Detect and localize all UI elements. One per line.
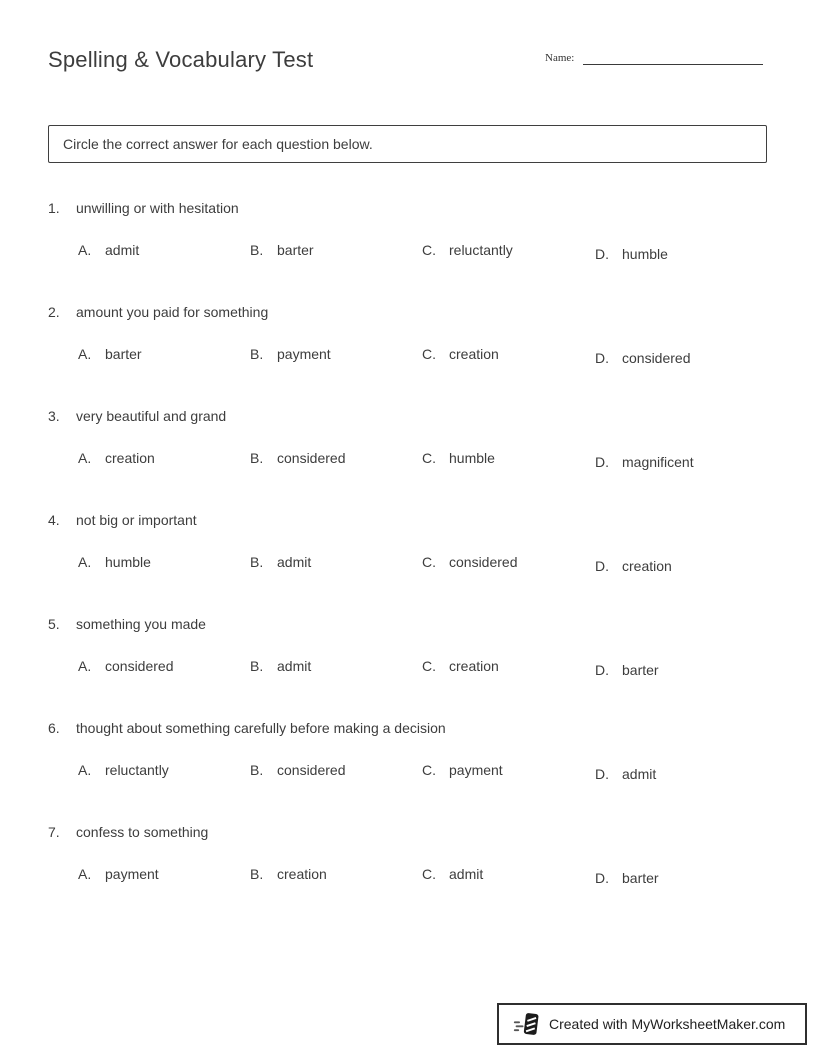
option-text: creation (105, 450, 155, 466)
option-text: creation (449, 346, 499, 362)
option-letter: D. (595, 454, 609, 470)
question-1 (48, 199, 778, 267)
option-text: payment (105, 866, 159, 882)
option-a (78, 345, 142, 363)
option-a (78, 761, 169, 779)
option-d (595, 349, 691, 367)
name-label: Name: (545, 52, 575, 64)
option-d (595, 869, 659, 887)
question-number: 6. (48, 720, 60, 736)
option-d (595, 453, 694, 471)
option-letter: A. (78, 866, 92, 882)
option-text: barter (622, 662, 659, 678)
question-7 (48, 823, 778, 891)
option-text: payment (277, 346, 331, 362)
option-letter: A. (78, 762, 92, 778)
option-letter: B. (250, 450, 264, 466)
option-c (422, 553, 518, 571)
option-letter: B. (250, 866, 264, 882)
option-text: admit (277, 658, 312, 674)
question-number: 2. (48, 304, 60, 320)
option-letter: A. (78, 450, 92, 466)
option-letter: D. (595, 766, 609, 782)
option-c (422, 241, 513, 259)
option-text: payment (449, 762, 503, 778)
option-text: reluctantly (105, 762, 169, 778)
page-title: Spelling & Vocabulary Test (48, 47, 314, 72)
option-c (422, 761, 503, 779)
question-number: 1. (48, 200, 60, 216)
option-text: considered (277, 450, 346, 466)
option-a (78, 553, 151, 571)
option-text: creation (622, 558, 672, 574)
question-number: 3. (48, 408, 60, 424)
option-letter: B. (250, 242, 264, 258)
option-letter: A. (78, 658, 92, 674)
option-text: barter (277, 242, 314, 258)
option-text: humble (105, 554, 151, 570)
option-c (422, 449, 495, 467)
question-prompt: amount you paid for something (76, 304, 269, 320)
option-text: humble (622, 246, 668, 262)
option-b (250, 345, 331, 363)
option-letter: D. (595, 350, 609, 366)
option-letter: C. (422, 554, 436, 570)
option-text: barter (622, 870, 659, 886)
option-letter: D. (595, 870, 609, 886)
option-letter: A. (78, 346, 92, 362)
question-prompt: something you made (76, 616, 206, 632)
flying-worksheet-icon (513, 1010, 541, 1038)
question-5 (48, 615, 778, 683)
option-letter: D. (595, 246, 609, 262)
question-number: 7. (48, 824, 60, 840)
option-text: admit (105, 242, 140, 258)
option-text: magnificent (622, 454, 694, 470)
question-4 (48, 511, 778, 579)
option-letter: A. (78, 554, 92, 570)
option-a (78, 449, 155, 467)
option-text: reluctantly (449, 242, 513, 258)
name-blank-line (583, 50, 763, 65)
option-text: considered (105, 658, 174, 674)
option-letter: C. (422, 658, 436, 674)
question-prompt: confess to something (76, 824, 209, 840)
option-c (422, 345, 499, 363)
instruction-box (48, 125, 767, 163)
option-text: admit (449, 866, 484, 882)
instruction-text: Circle the correct answer for each question below. (63, 136, 373, 152)
option-a (78, 865, 159, 883)
option-a (78, 657, 174, 675)
option-letter: C. (422, 762, 436, 778)
question-3 (48, 407, 778, 475)
option-d (595, 245, 668, 263)
option-text: creation (449, 658, 499, 674)
question-prompt: not big or important (76, 512, 197, 528)
option-b (250, 761, 346, 779)
option-b (250, 553, 311, 571)
option-text: admit (277, 554, 312, 570)
option-letter: B. (250, 762, 264, 778)
option-text: admit (622, 766, 657, 782)
option-b (250, 241, 314, 259)
question-6 (48, 719, 778, 787)
option-letter: C. (422, 866, 436, 882)
option-a (78, 241, 139, 259)
option-text: considered (277, 762, 346, 778)
question-prompt: thought about something carefully before making a decision (76, 720, 446, 736)
name-field (545, 50, 763, 65)
option-d (595, 765, 656, 783)
option-b (250, 865, 327, 883)
option-text: barter (105, 346, 142, 362)
option-letter: C. (422, 346, 436, 362)
footer-text: Created with MyWorksheetMaker.com (549, 1016, 786, 1032)
option-letter: A. (78, 242, 92, 258)
option-letter: B. (250, 658, 264, 674)
option-b (250, 449, 346, 467)
option-letter: B. (250, 346, 264, 362)
option-text: considered (449, 554, 518, 570)
question-prompt: unwilling or with hesitation (76, 200, 239, 216)
option-b (250, 657, 311, 675)
option-text: considered (622, 350, 691, 366)
question-prompt: very beautiful and grand (76, 408, 227, 424)
footer-badge (497, 1003, 807, 1045)
option-letter: C. (422, 450, 436, 466)
option-d (595, 661, 659, 679)
question-number: 5. (48, 616, 60, 632)
option-d (595, 557, 672, 575)
option-text: creation (277, 866, 327, 882)
option-letter: B. (250, 554, 264, 570)
question-2 (48, 303, 778, 371)
option-c (422, 657, 499, 675)
option-c (422, 865, 483, 883)
option-text: humble (449, 450, 495, 466)
question-number: 4. (48, 512, 60, 528)
option-letter: D. (595, 558, 609, 574)
option-letter: D. (595, 662, 609, 678)
option-letter: C. (422, 242, 436, 258)
